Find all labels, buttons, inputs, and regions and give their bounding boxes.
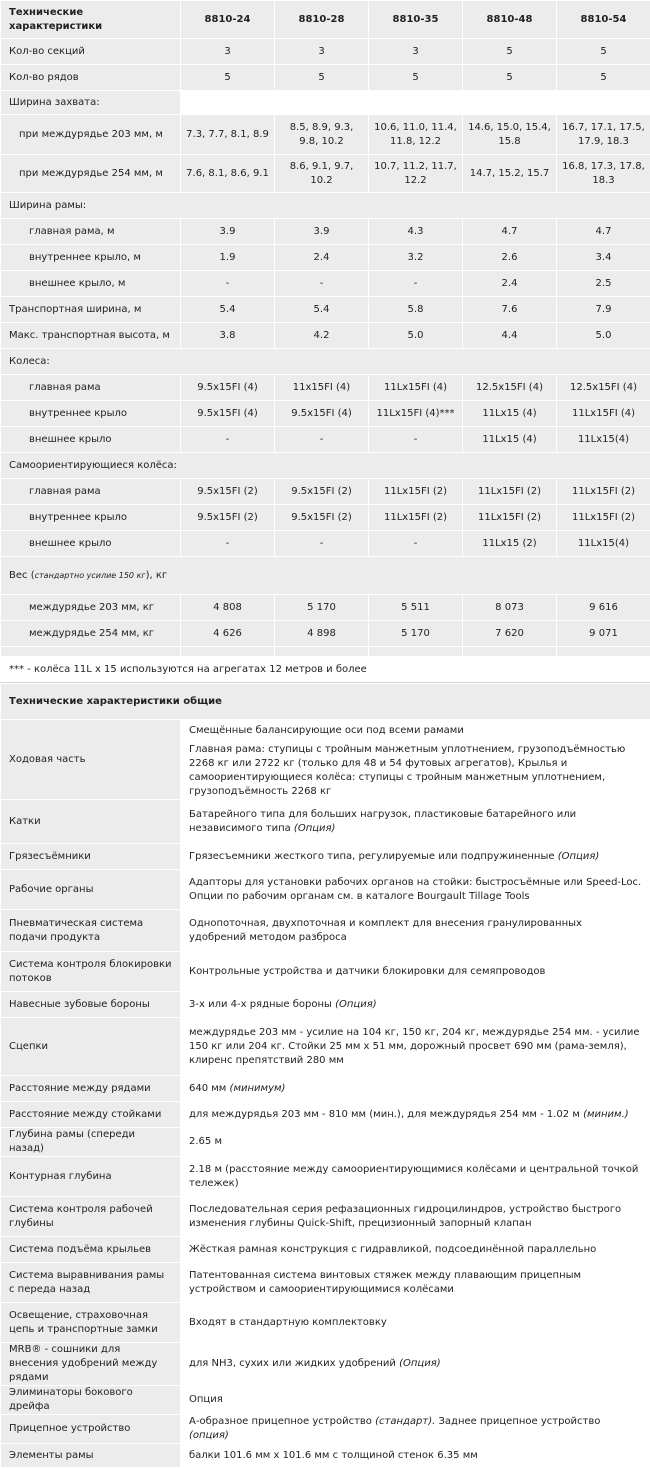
general-row <box>1 1128 650 1157</box>
spec-value: 2.4 <box>463 271 557 297</box>
general-value: балки 101.6 мм х 101.6 мм с толщиной стенок 6.35 мм <box>181 1444 650 1468</box>
empty-cell <box>275 91 369 115</box>
spec-label: внешнее крыло <box>1 531 181 557</box>
spec-row <box>1 65 650 91</box>
spec-value: 11Lx15FI (4)*** <box>369 401 463 427</box>
general-label: Прицепное устройство <box>1 1415 181 1444</box>
general-label: Пневматическая система подачи продукта <box>1 910 181 952</box>
general-value: Смещённые балансирующие оси под всеми рамами <box>181 720 650 743</box>
spec-value: 8.5, 8.9, 9.3, 9.8, 10.2 <box>275 115 369 155</box>
general-value: 2.65 м <box>181 1128 650 1157</box>
option-note: (Опция) <box>558 851 600 862</box>
model-8810-28: 8810-28 <box>275 1 369 39</box>
spec-value: 11Lx15FI (2) <box>463 505 557 531</box>
spec-label: междурядье 254 мм, кг <box>1 621 181 647</box>
spec-group-row <box>1 349 650 375</box>
empty-cell <box>463 91 557 115</box>
general-label: Расстояние между стойками <box>1 1102 181 1128</box>
general-row <box>1 1018 650 1076</box>
general-value: Главная рама: ступицы с тройным манжетным уплотнением, грузоподъёмностью 2268 кг или 2722 кг (только для 48 и 54 футовых агрегатов), Крылья и самоориентирующиеся колёса: ступицы с тройным манжетным уплотнением, грузоподъёмность 2268 кг <box>181 743 650 800</box>
spec-row <box>1 219 650 245</box>
spec-value: 3.4 <box>557 245 650 271</box>
option-note: (Опция) <box>335 999 377 1010</box>
spec-row <box>1 39 650 65</box>
general-value: Патентованная система винтовых стяжек между плавающим прицепным устройством и самоориентирующимися колёсами <box>181 1263 650 1303</box>
spec-value: 11Lx15FI (2) <box>369 505 463 531</box>
spec-value: 11Lx15FI (4) <box>369 375 463 401</box>
spec-value: - <box>369 531 463 557</box>
general-row <box>1 1157 650 1197</box>
general-label: Катки <box>1 800 181 844</box>
general-value: Контрольные устройства и датчики блокировки для семяпроводов <box>181 952 650 992</box>
spec-row <box>1 479 650 505</box>
spec-value: 11Lx15FI (2) <box>557 505 650 531</box>
spec-label: главная рама, м <box>1 219 181 245</box>
general-row <box>1 992 650 1018</box>
weight-label: Вес <box>9 570 28 581</box>
spec-value: 2.6 <box>463 245 557 271</box>
spec-value: 9.5x15FI (2) <box>275 505 369 531</box>
spec-value: - <box>369 427 463 453</box>
spec-row <box>1 297 650 323</box>
spec-value: 11Lx15 (4) <box>463 427 557 453</box>
table-title: Технические характеристики <box>1 1 181 39</box>
general-value: Адапторы для установки рабочих органов на стойки: быстросъёмные или Speed-Loc. Опции по рабочим органам см. в каталоге Bourgault Tillage Tools <box>181 870 650 910</box>
spec-value: 5 <box>557 65 650 91</box>
option-note: (Опция) <box>294 823 336 834</box>
spec-value: - <box>275 427 369 453</box>
model-8810-35: 8810-35 <box>369 1 463 39</box>
empty-cell <box>557 91 650 115</box>
general-value: 2.18 м (расстояние между самоориентирующимися колёсами и центральной точкой тележек) <box>181 1157 650 1197</box>
general-label: Элиминаторы бокового дрейфа <box>1 1386 181 1415</box>
general-label: Элементы рамы <box>1 1444 181 1468</box>
general-row <box>1 1415 650 1444</box>
general-label: Система контроля блокировки потоков <box>1 952 181 992</box>
spec-row <box>1 595 650 621</box>
spec-value: 3.2 <box>369 245 463 271</box>
general-value-text: Батарейного типа для больших нагрузок, пластиковые батарейного или независимого типа <box>189 809 576 834</box>
general-row <box>1 1076 650 1102</box>
spec-label: при междурядье 203 мм, м <box>1 115 181 155</box>
general-value-text: А-образное прицепное устройство <box>189 1416 372 1427</box>
spec-value: 4.7 <box>463 219 557 245</box>
spec-label: внутреннее крыло, м <box>1 245 181 271</box>
spec-value: 5 511 <box>369 595 463 621</box>
general-label: Сцепки <box>1 1018 181 1076</box>
general-value <box>181 1076 650 1102</box>
spec-value: 2.5 <box>557 271 650 297</box>
spec-value: 8.6, 9.1, 9.7, 10.2 <box>275 155 369 193</box>
spec-row <box>1 115 650 155</box>
general-label: Навесные зубовые бороны <box>1 992 181 1018</box>
general-label: Система выравнивания рамы с переда назад <box>1 1263 181 1303</box>
spec-value: 9 071 <box>557 621 650 647</box>
spec-value: 3.8 <box>181 323 275 349</box>
spec-row <box>1 323 650 349</box>
spec-row <box>1 401 650 427</box>
spec-value: 7.9 <box>557 297 650 323</box>
general-row <box>1 720 650 743</box>
spec-row <box>1 531 650 557</box>
general-value-text: для NH3, сухих или жидких удобрений <box>189 1358 396 1369</box>
spec-value: 11Lx15(4) <box>557 531 650 557</box>
spec-value: 12.5x15FI (4) <box>557 375 650 401</box>
spec-value: 9.5x15FI (4) <box>181 401 275 427</box>
spec-value: 10.6, 11.0, 11.4, 11.8, 12.2 <box>369 115 463 155</box>
spec-value: 4.3 <box>369 219 463 245</box>
general-row <box>1 870 650 910</box>
spec-row <box>1 271 650 297</box>
spec-group-label: Ширина захвата: <box>1 91 181 115</box>
general-value <box>181 1415 650 1444</box>
spec-value: 11Lx15FI (2) <box>463 479 557 505</box>
general-value <box>181 800 650 844</box>
general-value <box>181 1343 650 1386</box>
spec-group-label: Самоориентирующиеся колёса: <box>1 453 650 479</box>
spec-group-label: Ширина рамы: <box>1 193 650 219</box>
general-row <box>1 1102 650 1128</box>
general-row <box>1 1303 650 1343</box>
spec-value: 5 <box>463 39 557 65</box>
spec-value: 5.0 <box>369 323 463 349</box>
general-value: Входят в стандартную комплектовку <box>181 1303 650 1343</box>
spec-value: 9.5x15FI (4) <box>181 375 275 401</box>
spec-value: 5 <box>275 65 369 91</box>
general-value: Жёсткая рамная конструкция с гидравликой, подсоединённой параллельно <box>181 1237 650 1263</box>
general-row <box>1 952 650 992</box>
spec-value: 3.9 <box>181 219 275 245</box>
option-note: (миним.) <box>583 1109 629 1120</box>
spec-label: при междурядье 254 мм, м <box>1 155 181 193</box>
general-label: Рабочие органы <box>1 870 181 910</box>
spec-group-row <box>1 557 650 595</box>
general-row <box>1 1386 650 1415</box>
general-row <box>1 1237 650 1263</box>
spec-row <box>1 155 650 193</box>
general-row <box>1 910 650 952</box>
option-note: (стандарт). <box>375 1416 435 1427</box>
spec-table <box>0 0 650 683</box>
spec-row <box>1 375 650 401</box>
weight-group-label: Вес (стандартно усилие 150 кг), кг <box>1 557 650 595</box>
spec-value: 11Lx15(4) <box>557 427 650 453</box>
spec-value: 3.9 <box>275 219 369 245</box>
model-8810-48: 8810-48 <box>463 1 557 39</box>
weight-note: стандартно усилие 150 кг <box>35 571 146 580</box>
spec-label: Кол-во секций <box>1 39 181 65</box>
footnote: *** - колёса 11L x 15 используются на агрегатах 12 метров и более <box>1 657 650 683</box>
spec-label: Кол-во рядов <box>1 65 181 91</box>
spec-value: 11Lx15 (4) <box>463 401 557 427</box>
spec-value: 9.5x15FI (2) <box>181 505 275 531</box>
general-label: Система подъёма крыльев <box>1 1237 181 1263</box>
spec-label: внутреннее крыло <box>1 505 181 531</box>
spec-value: - <box>275 271 369 297</box>
general-header-row <box>1 684 650 720</box>
model-8810-54: 8810-54 <box>557 1 650 39</box>
general-value-text: 3-х или 4-х рядные бороны <box>189 999 332 1010</box>
spec-value: 14.7, 15.2, 15.7 <box>463 155 557 193</box>
spec-value: 3 <box>275 39 369 65</box>
spec-group-label: Колеса: <box>1 349 650 375</box>
general-label: Система контроля рабочей глубины <box>1 1197 181 1237</box>
general-value: междурядье 203 мм - усилие на 104 кг, 150 кг, 204 кг, междурядье 254 мм. - усилие 150 кг или 204 кг. Стойки 25 мм х 51 мм, дорожный просвет 690 мм (рама-земля), клиренс препятствий 280 мм <box>181 1018 650 1076</box>
spec-label: Транспортная ширина, м <box>1 297 181 323</box>
weight-suffix: , кг <box>150 570 168 581</box>
general-label: MRB® - сошники для внесения удобрений между рядами <box>1 1343 181 1386</box>
spec-label: Макс. транспортная высота, м <box>1 323 181 349</box>
general-title: Технические характеристики общие <box>1 684 650 720</box>
spec-row <box>1 505 650 531</box>
general-row <box>1 800 650 844</box>
spec-value: - <box>181 271 275 297</box>
spec-value: 5 170 <box>275 595 369 621</box>
footnote-row <box>1 657 650 683</box>
spec-group-row <box>1 193 650 219</box>
spec-value: - <box>181 427 275 453</box>
general-value <box>181 1102 650 1128</box>
spec-label: главная рама <box>1 479 181 505</box>
spec-value: - <box>369 271 463 297</box>
spec-value: 12.5x15FI (4) <box>463 375 557 401</box>
spec-value: 5 <box>463 65 557 91</box>
spec-value: 5 <box>181 65 275 91</box>
spec-label: междурядье 203 мм, кг <box>1 595 181 621</box>
general-label: Грязесъёмники <box>1 844 181 870</box>
spec-value: 5 <box>557 39 650 65</box>
spec-value: 7 620 <box>463 621 557 647</box>
spec-value: - <box>275 531 369 557</box>
general-row <box>1 1197 650 1237</box>
spec-value: 4.7 <box>557 219 650 245</box>
spec-value: 7.6, 8.1, 8.6, 9.1 <box>181 155 275 193</box>
spec-value: 3 <box>369 39 463 65</box>
spec-value: 14.6, 15.0, 15.4, 15.8 <box>463 115 557 155</box>
general-value-text: Заднее прицепное устройство <box>439 1416 601 1427</box>
spec-value: 5.4 <box>181 297 275 323</box>
spec-value: 11x15FI (4) <box>275 375 369 401</box>
general-value: Опция <box>181 1386 650 1415</box>
spec-value: 16.7, 17.1, 17.5, 17.9, 18.3 <box>557 115 650 155</box>
spec-value: 1.9 <box>181 245 275 271</box>
spec-label: внутреннее крыло <box>1 401 181 427</box>
spec-value: 5 170 <box>369 621 463 647</box>
spec-row <box>1 427 650 453</box>
general-value-text: Грязесъемники жесткого типа, регулируемые или подпружиненные <box>189 851 555 862</box>
general-row <box>1 1444 650 1468</box>
general-label: Расстояние между рядами <box>1 1076 181 1102</box>
spec-value: 11Lx15FI (2) <box>557 479 650 505</box>
spec-label: внешнее крыло, м <box>1 271 181 297</box>
spec-value: 4 626 <box>181 621 275 647</box>
spec-row <box>1 621 650 647</box>
spec-group-row <box>1 453 650 479</box>
spec-value: 10.7, 11.2, 11.7, 12.2 <box>369 155 463 193</box>
general-value-text: для междурядья 203 мм - 810 мм (мин.), для междурядья 254 мм - 1.02 м <box>189 1109 580 1120</box>
spec-value: 5 <box>369 65 463 91</box>
empty-cell <box>369 91 463 115</box>
model-8810-24: 8810-24 <box>181 1 275 39</box>
spec-value: 5.0 <box>557 323 650 349</box>
general-value <box>181 992 650 1018</box>
spec-value: 11Lx15FI (4) <box>557 401 650 427</box>
general-value: Последовательная серия рефазационных гидроцилиндров, устройство быстрого изменения глубины Quick-Shift, прецизионный запорный клапан <box>181 1197 650 1237</box>
spec-value: 5.8 <box>369 297 463 323</box>
general-row <box>1 1263 650 1303</box>
general-value <box>181 844 650 870</box>
general-value-text: 640 мм <box>189 1083 226 1094</box>
option-note: (минимум) <box>230 1083 286 1094</box>
spec-value: - <box>181 531 275 557</box>
general-label: Глубина рамы (спереди назад) <box>1 1128 181 1157</box>
spec-value: 2.4 <box>275 245 369 271</box>
spec-value: 11Lx15FI (2) <box>369 479 463 505</box>
spec-label: главная рама <box>1 375 181 401</box>
spec-row <box>1 245 650 271</box>
spec-value: 9.5x15FI (2) <box>181 479 275 505</box>
spec-value: 5.4 <box>275 297 369 323</box>
general-label: Контурная глубина <box>1 1157 181 1197</box>
spec-value: 3 <box>181 39 275 65</box>
spec-value: 4.4 <box>463 323 557 349</box>
spec-value: 9.5x15FI (4) <box>275 401 369 427</box>
empty-cell <box>181 91 275 115</box>
spec-value: 9 616 <box>557 595 650 621</box>
general-row <box>1 844 650 870</box>
option-note: (Опция) <box>399 1358 441 1369</box>
header-row <box>1 1 650 39</box>
spec-value: 7.3, 7.7, 8.1, 8.9 <box>181 115 275 155</box>
general-row <box>1 1343 650 1386</box>
general-label: Освещение, страховочная цепь и транспортные замки <box>1 1303 181 1343</box>
spec-value: 7.6 <box>463 297 557 323</box>
spec-value: 11Lx15 (2) <box>463 531 557 557</box>
spec-value: 4.2 <box>275 323 369 349</box>
general-label: Ходовая часть <box>1 720 181 800</box>
spec-label: внешнее крыло <box>1 427 181 453</box>
general-spec-table <box>0 683 650 1468</box>
spec-value: 4 808 <box>181 595 275 621</box>
spec-value: 16.8, 17.3, 17.8, 18.3 <box>557 155 650 193</box>
spec-group-row <box>1 91 650 115</box>
general-value: Однопоточная, двухпоточная и комплект для внесения гранулированных удобрений методом разброса <box>181 910 650 952</box>
spacer-row <box>1 647 650 657</box>
option-note: (опция) <box>189 1430 229 1441</box>
spec-value: 9.5x15FI (2) <box>275 479 369 505</box>
spec-value: 8 073 <box>463 595 557 621</box>
spec-value: 4 898 <box>275 621 369 647</box>
